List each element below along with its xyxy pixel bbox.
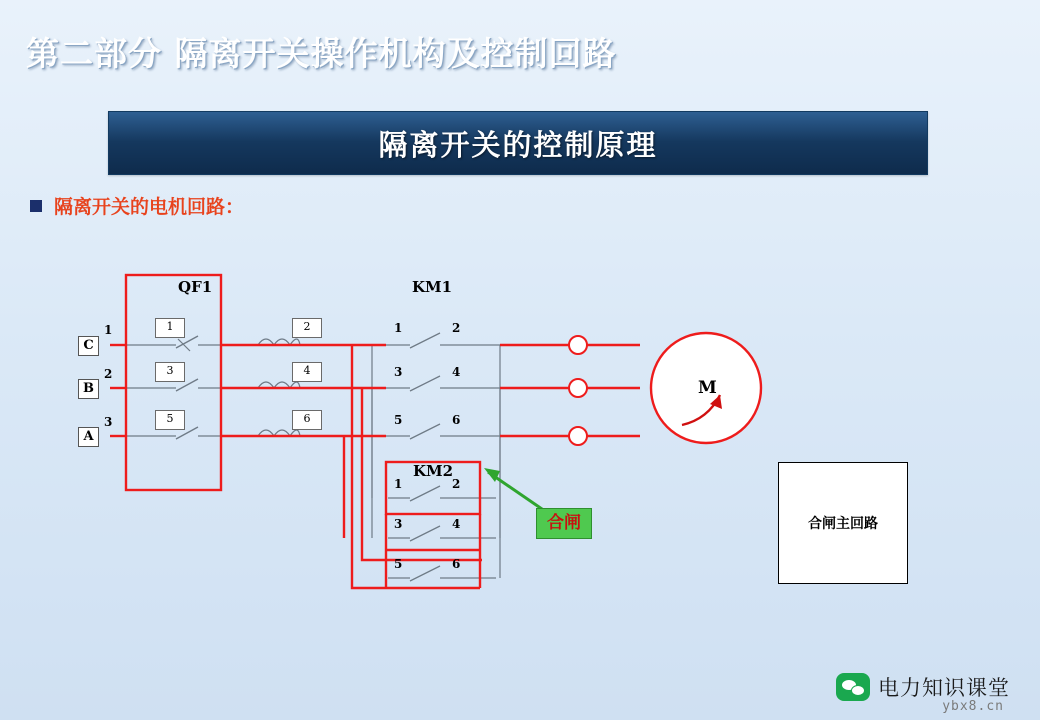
callout-close-command: 合闸: [536, 508, 592, 539]
phase-label-a: A: [78, 427, 99, 447]
section-banner-title: 隔离开关的控制原理: [378, 127, 658, 162]
km1-contact-2-out: 4: [452, 365, 461, 379]
phase-terminal-b: 2: [104, 367, 113, 381]
km1-contact-2-in: 3: [394, 365, 403, 379]
qf1-contact-2-in: 3: [155, 362, 185, 382]
km2-contact-2-out: 4: [452, 517, 461, 531]
device-label-km1: KM1: [412, 278, 453, 296]
km2-contact-1-out: 2: [452, 477, 461, 491]
km2-contact-1-in: 1: [394, 477, 403, 491]
bullet-row: [30, 192, 244, 219]
bullet-label: 隔离开关的电机回路：: [54, 196, 245, 218]
circuit-diagram: [0, 240, 1040, 640]
phase-terminal-c: 1: [104, 323, 113, 337]
qf1-contact-1-in: 1: [155, 318, 185, 338]
wechat-icon: [836, 673, 870, 701]
km1-contact-3-out: 6: [452, 413, 461, 427]
page-title: 第二部分 隔离开关操作机构及控制回路: [26, 34, 617, 73]
qf1-contact-1-out: 2: [292, 318, 322, 338]
qf1-contact-3-in: 5: [155, 410, 185, 430]
km1-contact-1-in: 1: [394, 321, 403, 335]
watermark-label: ybx8.cn: [942, 699, 1004, 714]
phase-label-c: C: [78, 336, 99, 356]
motor-terminal-circles: [569, 336, 587, 445]
device-label-qf1: QF1: [178, 278, 213, 296]
phase-terminal-a: 3: [104, 415, 113, 429]
phase-label-b: B: [78, 379, 99, 399]
legend-main-close-circuit: [778, 462, 908, 584]
bullet-square-icon: [30, 200, 42, 212]
km1-contact-1-out: 2: [452, 321, 461, 335]
motor-label: M: [698, 378, 717, 398]
section-banner: [108, 111, 928, 175]
legend-label: 合闸主回路: [808, 516, 878, 532]
footer-brand-label: 电力知识课堂: [878, 676, 1010, 700]
km2-contact-2-in: 3: [394, 517, 403, 531]
footer-brand: [836, 672, 1010, 702]
km2-contact-3-out: 6: [452, 557, 461, 571]
qf1-contact-3-out: 6: [292, 410, 322, 430]
km1-contact-3-in: 5: [394, 413, 403, 427]
qf1-contact-2-out: 4: [292, 362, 322, 382]
km2-contact-3-in: 5: [394, 557, 403, 571]
device-label-km2: KM2: [413, 462, 454, 480]
grey-conductors: [112, 345, 388, 436]
km1-contacts: [388, 333, 500, 439]
